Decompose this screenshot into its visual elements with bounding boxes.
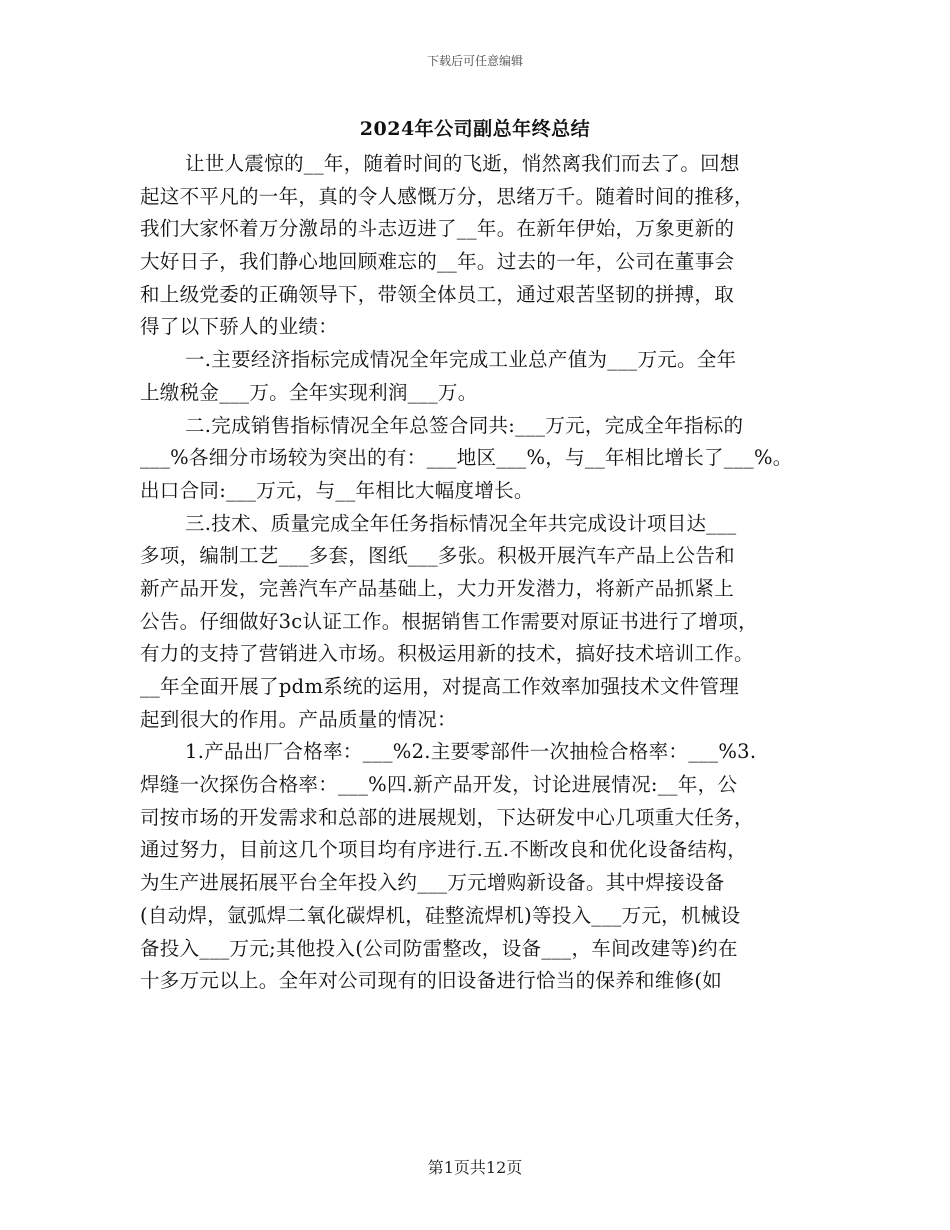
body-line: (自动焊，氩弧焊二氧化碳焊机，硅整流焊机)等投入___万元，机械设 bbox=[140, 903, 741, 927]
body-line: 得了以下骄人的业绩： bbox=[140, 315, 339, 339]
page-header: 下载后可任意编辑 bbox=[426, 54, 523, 68]
document-body bbox=[140, 148, 820, 998]
body-line: ___%各细分市场较为突出的有：___地区___%，与__年相比增长了___%。 bbox=[140, 446, 793, 470]
body-line: 新产品开发，完善汽车产品基础上，大力开发潜力，将新产品抓紧上 bbox=[140, 576, 735, 600]
body-line: 通过努力，目前这几个项目均有序进行.五.不断改良和优化设备结构， bbox=[140, 838, 747, 862]
body-line: 多项，编制工艺___多套，图纸___多张。积极开展汽车产品上公告和 bbox=[140, 544, 735, 568]
body-line: 二.完成销售指标情况全年总签合同共:___万元，完成全年指标的 bbox=[185, 413, 744, 437]
body-line: 起到很大的作用。产品质量的情况： bbox=[140, 707, 457, 731]
body-line: 焊缝一次探伤合格率：___%四.新产品开发，讨论进展情况:__年，公 bbox=[140, 773, 738, 797]
body-line: 有力的支持了营销进入市场。积极运用新的技术，搞好技术培训工作。 bbox=[140, 642, 754, 666]
body-line: 大好日子，我们静心地回顾难忘的__年。过去的一年，公司在董事会 bbox=[140, 250, 735, 274]
body-line: 起这不平凡的一年，真的令人感慨万分，思绪万千。随着时间的推移， bbox=[140, 184, 754, 208]
body-line: 一.主要经济指标完成情况全年完成工业总产值为___万元。全年 bbox=[185, 348, 737, 372]
body-line: 上缴税金___万。全年实现利润___万。 bbox=[140, 380, 478, 404]
document-title: 2024年公司副总年终总结 bbox=[359, 118, 591, 140]
body-line: 和上级党委的正确领导下，带领全体员工，通过艰苦坚韧的拼搏，取 bbox=[140, 282, 735, 306]
body-line: 1.产品出厂合格率：___%2.主要零部件一次抽检合格率：___%3. bbox=[185, 740, 757, 764]
body-line: 备投入___万元;其他投入(公司防雷整改，设备___，车间改建等)约在 bbox=[140, 936, 738, 960]
body-line: __年全面开展了pdm系统的运用，对提高工作效率加强技术文件管理 bbox=[140, 675, 740, 698]
body-line: 三.技术、质量完成全年任务指标情况全年共完成设计项目达___ bbox=[185, 511, 737, 535]
body-line: 让世人震惊的__年，随着时间的飞逝，悄然离我们而去了。回想 bbox=[185, 152, 740, 175]
body-line: 我们大家怀着万分激昂的斗志迈进了__年。在新年伊始，万象更新的 bbox=[140, 217, 735, 241]
body-line: 司按市场的开发需求和总部的进展规划，下达研发中心几项重大任务， bbox=[140, 805, 754, 829]
body-line: 公告。仔细做好3c认证工作。根据销售工作需要对原证书进行了增项， bbox=[140, 609, 758, 633]
page-footer: 第1页共12页 bbox=[427, 1158, 523, 1177]
body-line: 十多万元以上。全年对公司现有的旧设备进行恰当的保养和维修(如 bbox=[140, 969, 723, 993]
body-line: 出口合同:___万元，与__年相比大幅度增长。 bbox=[140, 478, 534, 502]
body-line: 为生产进展拓展平台全年投入约___万元增购新设备。其中焊接设备 bbox=[140, 871, 725, 895]
